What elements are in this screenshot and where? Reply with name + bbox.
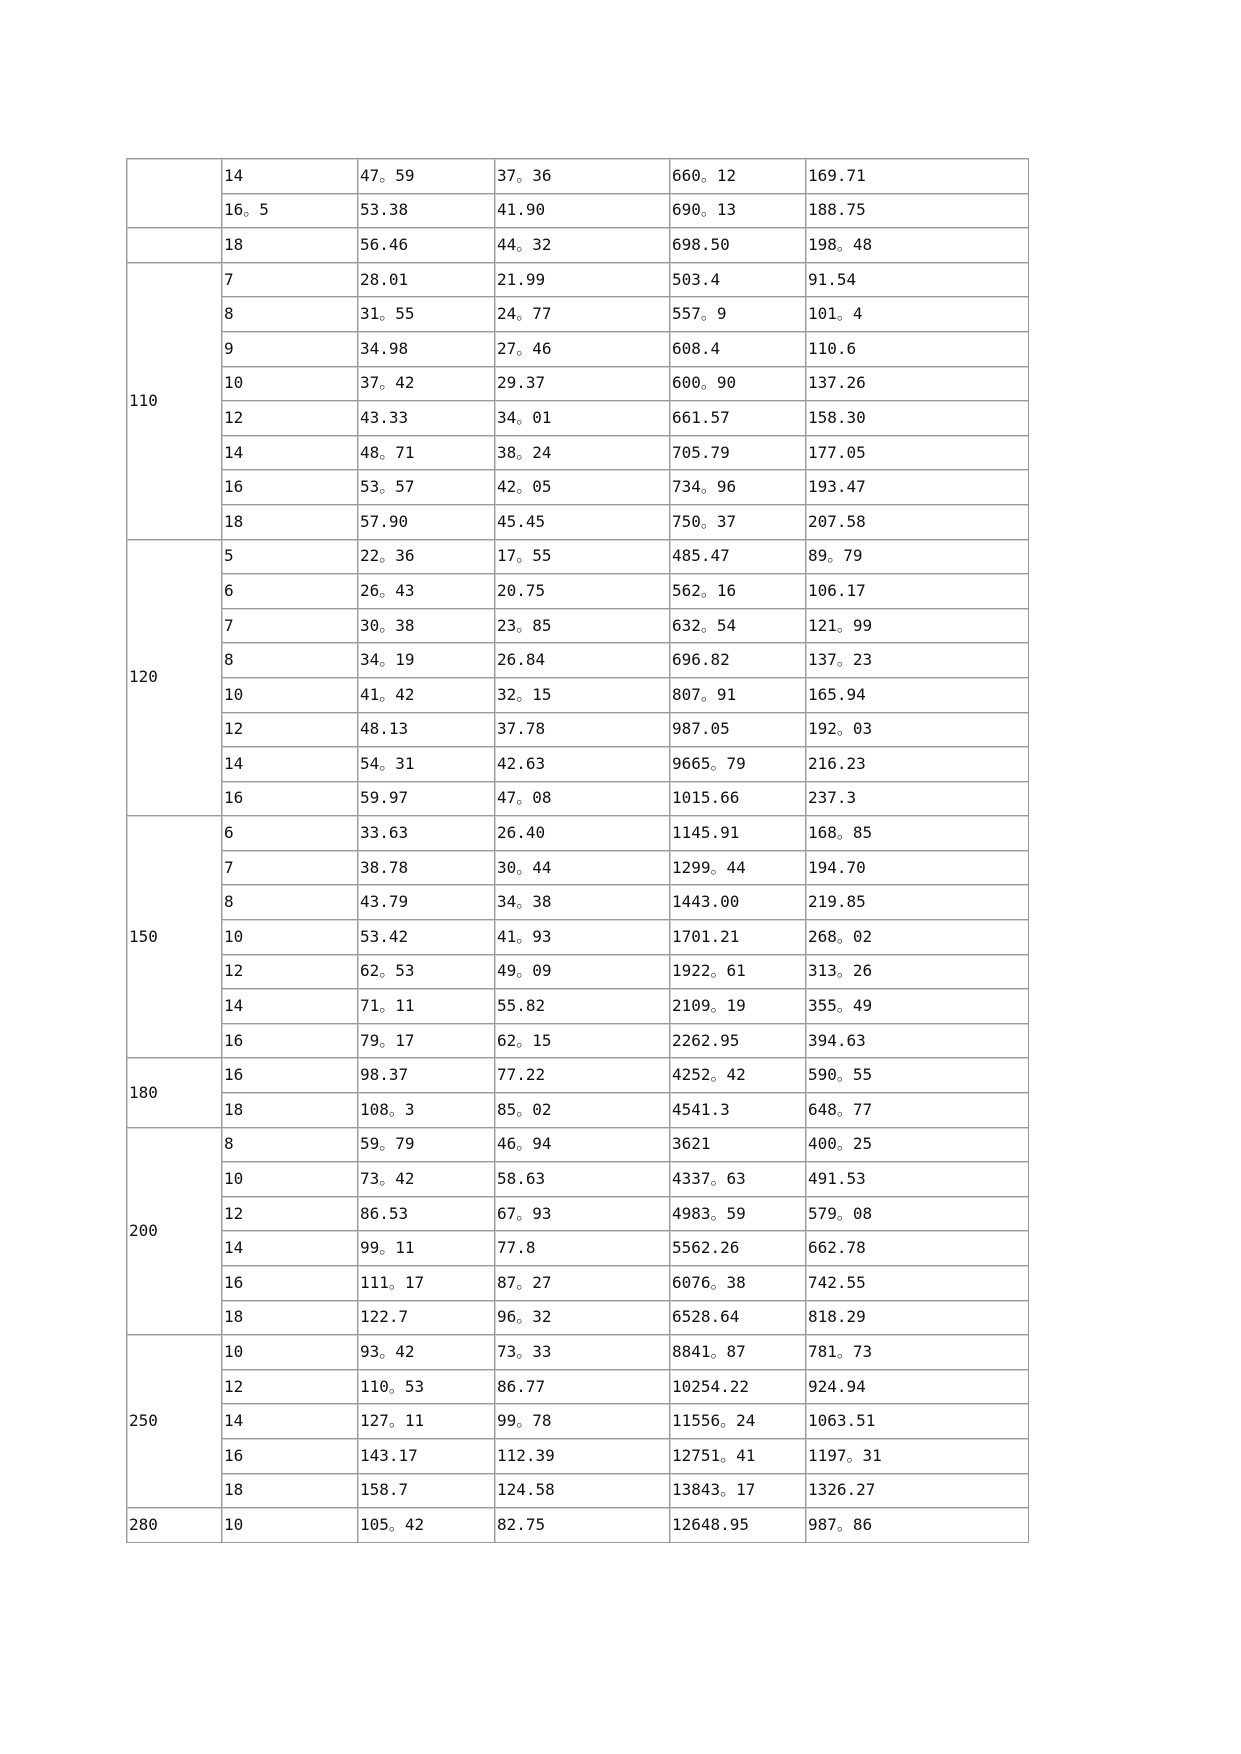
area-cell: 34.98 (358, 332, 495, 367)
outer-diameter-cell (126, 228, 222, 263)
modulus-cell: 106.17 (806, 574, 1029, 609)
wall-thickness-cell: 6 (222, 816, 358, 851)
modulus-cell: 1326.27 (806, 1474, 1029, 1509)
table-row (126, 1058, 1029, 1093)
modulus-cell: 101。4 (806, 297, 1029, 332)
weight-cell: 77.8 (495, 1231, 670, 1266)
inertia-cell: 12751。41 (670, 1439, 806, 1474)
modulus-cell: 194.70 (806, 851, 1029, 886)
table-row (126, 367, 1029, 402)
modulus-cell: 91.54 (806, 263, 1029, 298)
inertia-cell: 562。16 (670, 574, 806, 609)
weight-cell: 46。94 (495, 1128, 670, 1163)
table-row (126, 920, 1029, 955)
wall-thickness-cell: 14 (222, 989, 358, 1024)
outer-diameter-cell: 250 (126, 1335, 222, 1508)
wall-thickness-cell: 16 (222, 1058, 358, 1093)
weight-cell: 82.75 (495, 1508, 670, 1543)
area-cell: 41。42 (358, 678, 495, 713)
area-cell: 31。55 (358, 297, 495, 332)
inertia-cell: 6528.64 (670, 1301, 806, 1336)
outer-diameter-cell: 180 (126, 1058, 222, 1127)
outer-diameter-cell: 120 (126, 540, 222, 817)
modulus-cell: 313。26 (806, 955, 1029, 990)
modulus-cell: 198。48 (806, 228, 1029, 263)
modulus-cell: 648。77 (806, 1093, 1029, 1128)
modulus-cell: 491.53 (806, 1162, 1029, 1197)
outer-diameter-cell: 280 (126, 1508, 222, 1543)
weight-cell: 58.63 (495, 1162, 670, 1197)
modulus-cell: 355。49 (806, 989, 1029, 1024)
inertia-cell: 1701.21 (670, 920, 806, 955)
weight-cell: 41。93 (495, 920, 670, 955)
inertia-cell: 1299。44 (670, 851, 806, 886)
modulus-cell: 207.58 (806, 505, 1029, 540)
wall-thickness-cell: 10 (222, 1162, 358, 1197)
inertia-cell: 11556。24 (670, 1404, 806, 1439)
area-cell: 108。3 (358, 1093, 495, 1128)
inertia-cell: 2109。19 (670, 989, 806, 1024)
table-row (126, 470, 1029, 505)
modulus-cell: 742.55 (806, 1266, 1029, 1301)
area-cell: 30。38 (358, 609, 495, 644)
area-cell: 86.53 (358, 1197, 495, 1232)
weight-cell: 67。93 (495, 1197, 670, 1232)
wall-thickness-cell: 16 (222, 1266, 358, 1301)
wall-thickness-cell: 10 (222, 1508, 358, 1543)
weight-cell: 26.40 (495, 816, 670, 851)
area-cell: 71。11 (358, 989, 495, 1024)
table-row (126, 1197, 1029, 1232)
table-row (126, 1439, 1029, 1474)
modulus-cell: 137.26 (806, 367, 1029, 402)
wall-thickness-cell: 12 (222, 713, 358, 748)
table-row (126, 1162, 1029, 1197)
inertia-cell: 705.79 (670, 436, 806, 471)
weight-cell: 29.37 (495, 367, 670, 402)
inertia-cell: 734。96 (670, 470, 806, 505)
area-cell: 34。19 (358, 643, 495, 678)
modulus-cell: 137。23 (806, 643, 1029, 678)
table-row (126, 1266, 1029, 1301)
inertia-cell: 4252。42 (670, 1058, 806, 1093)
area-cell: 158.7 (358, 1474, 495, 1509)
area-cell: 47。59 (358, 158, 495, 194)
modulus-cell: 781。73 (806, 1335, 1029, 1370)
inertia-cell: 750。37 (670, 505, 806, 540)
inertia-cell: 8841。87 (670, 1335, 806, 1370)
inertia-cell: 4983。59 (670, 1197, 806, 1232)
area-cell: 73。42 (358, 1162, 495, 1197)
table-row (126, 436, 1029, 471)
inertia-cell: 485.47 (670, 540, 806, 575)
inertia-cell: 690。13 (670, 194, 806, 229)
modulus-cell: 110.6 (806, 332, 1029, 367)
modulus-cell: 924.94 (806, 1370, 1029, 1405)
wall-thickness-cell: 8 (222, 1128, 358, 1163)
wall-thickness-cell: 16 (222, 1024, 358, 1059)
inertia-cell: 608.4 (670, 332, 806, 367)
inertia-cell: 13843。17 (670, 1474, 806, 1509)
area-cell: 79。17 (358, 1024, 495, 1059)
inertia-cell: 10254.22 (670, 1370, 806, 1405)
weight-cell: 62。15 (495, 1024, 670, 1059)
table-row (126, 1404, 1029, 1439)
inertia-cell: 807。91 (670, 678, 806, 713)
wall-thickness-cell: 14 (222, 158, 358, 194)
table-row (126, 574, 1029, 609)
outer-diameter-cell: 150 (126, 816, 222, 1058)
table-row (126, 158, 1029, 194)
area-cell: 99。11 (358, 1231, 495, 1266)
table-row (126, 1335, 1029, 1370)
table-row (126, 609, 1029, 644)
area-cell: 110。53 (358, 1370, 495, 1405)
weight-cell: 37。36 (495, 158, 670, 194)
inertia-cell: 3621 (670, 1128, 806, 1163)
area-cell: 122.7 (358, 1301, 495, 1336)
weight-cell: 20.75 (495, 574, 670, 609)
weight-cell: 34。38 (495, 885, 670, 920)
modulus-cell: 590。55 (806, 1058, 1029, 1093)
inertia-cell: 661.57 (670, 401, 806, 436)
table-row (126, 643, 1029, 678)
weight-cell: 24。77 (495, 297, 670, 332)
wall-thickness-cell: 16。5 (222, 194, 358, 229)
modulus-cell: 121。99 (806, 609, 1029, 644)
table-row (126, 782, 1029, 817)
wall-thickness-cell: 9 (222, 332, 358, 367)
table-row (126, 1474, 1029, 1509)
weight-cell: 86.77 (495, 1370, 670, 1405)
area-cell: 59。79 (358, 1128, 495, 1163)
area-cell: 93。42 (358, 1335, 495, 1370)
modulus-cell: 192。03 (806, 713, 1029, 748)
inertia-cell: 600。90 (670, 367, 806, 402)
area-cell: 53。57 (358, 470, 495, 505)
table-row (126, 1301, 1029, 1336)
modulus-cell: 268。02 (806, 920, 1029, 955)
modulus-cell: 1197。31 (806, 1439, 1029, 1474)
weight-cell: 85。02 (495, 1093, 670, 1128)
weight-cell: 49。09 (495, 955, 670, 990)
area-cell: 143.17 (358, 1439, 495, 1474)
wall-thickness-cell: 10 (222, 678, 358, 713)
modulus-cell: 193.47 (806, 470, 1029, 505)
wall-thickness-cell: 14 (222, 747, 358, 782)
inertia-cell: 696.82 (670, 643, 806, 678)
table-row (126, 540, 1029, 575)
area-cell: 48.13 (358, 713, 495, 748)
area-cell: 57.90 (358, 505, 495, 540)
weight-cell: 27。46 (495, 332, 670, 367)
area-cell: 59.97 (358, 782, 495, 817)
wall-thickness-cell: 6 (222, 574, 358, 609)
weight-cell: 45.45 (495, 505, 670, 540)
wall-thickness-cell: 7 (222, 609, 358, 644)
table-row (126, 1231, 1029, 1266)
table-row (126, 505, 1029, 540)
wall-thickness-cell: 8 (222, 643, 358, 678)
table-row (126, 194, 1029, 229)
weight-cell: 30。44 (495, 851, 670, 886)
weight-cell: 99。78 (495, 1404, 670, 1439)
weight-cell: 73。33 (495, 1335, 670, 1370)
area-cell: 127。11 (358, 1404, 495, 1439)
inertia-cell: 1145.91 (670, 816, 806, 851)
inertia-cell: 9665。79 (670, 747, 806, 782)
inertia-cell: 6076。38 (670, 1266, 806, 1301)
inertia-cell: 660。12 (670, 158, 806, 194)
weight-cell: 47。08 (495, 782, 670, 817)
wall-thickness-cell: 18 (222, 1301, 358, 1336)
table-row (126, 747, 1029, 782)
modulus-cell: 177.05 (806, 436, 1029, 471)
table-row (126, 332, 1029, 367)
weight-cell: 124.58 (495, 1474, 670, 1509)
inertia-cell: 698.50 (670, 228, 806, 263)
table-row (126, 816, 1029, 851)
table-row (126, 1093, 1029, 1128)
table-row (126, 297, 1029, 332)
wall-thickness-cell: 7 (222, 263, 358, 298)
wall-thickness-cell: 7 (222, 851, 358, 886)
modulus-cell: 219.85 (806, 885, 1029, 920)
weight-cell: 42.63 (495, 747, 670, 782)
wall-thickness-cell: 14 (222, 1404, 358, 1439)
weight-cell: 21.99 (495, 263, 670, 298)
inertia-cell: 1922。61 (670, 955, 806, 990)
wall-thickness-cell: 12 (222, 1370, 358, 1405)
wall-thickness-cell: 14 (222, 1231, 358, 1266)
weight-cell: 26.84 (495, 643, 670, 678)
inertia-cell: 632。54 (670, 609, 806, 644)
wall-thickness-cell: 10 (222, 1335, 358, 1370)
table-row (126, 263, 1029, 298)
modulus-cell: 662.78 (806, 1231, 1029, 1266)
area-cell: 38.78 (358, 851, 495, 886)
modulus-cell: 237.3 (806, 782, 1029, 817)
modulus-cell: 89。79 (806, 540, 1029, 575)
wall-thickness-cell: 16 (222, 470, 358, 505)
inertia-cell: 2262.95 (670, 1024, 806, 1059)
inertia-cell: 503.4 (670, 263, 806, 298)
table-row (126, 1370, 1029, 1405)
area-cell: 53.38 (358, 194, 495, 229)
modulus-cell: 169.71 (806, 158, 1029, 194)
table-row (126, 955, 1029, 990)
table-row (126, 228, 1029, 263)
inertia-cell: 4541.3 (670, 1093, 806, 1128)
wall-thickness-cell: 8 (222, 885, 358, 920)
area-cell: 33.63 (358, 816, 495, 851)
table-row (126, 1128, 1029, 1163)
wall-thickness-cell: 5 (222, 540, 358, 575)
wall-thickness-cell: 18 (222, 1474, 358, 1509)
area-cell: 98.37 (358, 1058, 495, 1093)
inertia-cell: 4337。63 (670, 1162, 806, 1197)
table-row (126, 713, 1029, 748)
area-cell: 48。71 (358, 436, 495, 471)
modulus-cell: 165.94 (806, 678, 1029, 713)
table-row (126, 989, 1029, 1024)
area-cell: 54。31 (358, 747, 495, 782)
steel-pipe-table (126, 158, 1029, 1543)
wall-thickness-cell: 10 (222, 367, 358, 402)
weight-cell: 96。32 (495, 1301, 670, 1336)
area-cell: 62。53 (358, 955, 495, 990)
modulus-cell: 987。86 (806, 1508, 1029, 1543)
modulus-cell: 1063.51 (806, 1404, 1029, 1439)
modulus-cell: 400。25 (806, 1128, 1029, 1163)
inertia-cell: 12648.95 (670, 1508, 806, 1543)
weight-cell: 32。15 (495, 678, 670, 713)
modulus-cell: 216.23 (806, 747, 1029, 782)
wall-thickness-cell: 18 (222, 228, 358, 263)
wall-thickness-cell: 8 (222, 297, 358, 332)
modulus-cell: 579。08 (806, 1197, 1029, 1232)
weight-cell: 44。32 (495, 228, 670, 263)
modulus-cell: 158.30 (806, 401, 1029, 436)
weight-cell: 112.39 (495, 1439, 670, 1474)
weight-cell: 37.78 (495, 713, 670, 748)
wall-thickness-cell: 12 (222, 401, 358, 436)
area-cell: 28.01 (358, 263, 495, 298)
weight-cell: 55.82 (495, 989, 670, 1024)
weight-cell: 23。85 (495, 609, 670, 644)
weight-cell: 77.22 (495, 1058, 670, 1093)
wall-thickness-cell: 10 (222, 920, 358, 955)
outer-diameter-cell: 200 (126, 1128, 222, 1336)
area-cell: 22。36 (358, 540, 495, 575)
inertia-cell: 557。9 (670, 297, 806, 332)
area-cell: 37。42 (358, 367, 495, 402)
area-cell: 43.33 (358, 401, 495, 436)
weight-cell: 87。27 (495, 1266, 670, 1301)
inertia-cell: 5562.26 (670, 1231, 806, 1266)
outer-diameter-cell: 110 (126, 263, 222, 540)
outer-diameter-cell (126, 158, 222, 228)
table-row (126, 851, 1029, 886)
table-row (126, 401, 1029, 436)
table-row (126, 1508, 1029, 1543)
wall-thickness-cell: 16 (222, 782, 358, 817)
weight-cell: 41.90 (495, 194, 670, 229)
area-cell: 56.46 (358, 228, 495, 263)
inertia-cell: 987.05 (670, 713, 806, 748)
wall-thickness-cell: 14 (222, 436, 358, 471)
inertia-cell: 1443.00 (670, 885, 806, 920)
table-row (126, 1024, 1029, 1059)
area-cell: 105。42 (358, 1508, 495, 1543)
weight-cell: 38。24 (495, 436, 670, 471)
table-row (126, 885, 1029, 920)
wall-thickness-cell: 18 (222, 1093, 358, 1128)
weight-cell: 42。05 (495, 470, 670, 505)
wall-thickness-cell: 16 (222, 1439, 358, 1474)
weight-cell: 17。55 (495, 540, 670, 575)
wall-thickness-cell: 12 (222, 1197, 358, 1232)
weight-cell: 34。01 (495, 401, 670, 436)
area-cell: 26。43 (358, 574, 495, 609)
modulus-cell: 394.63 (806, 1024, 1029, 1059)
area-cell: 43.79 (358, 885, 495, 920)
table-row (126, 678, 1029, 713)
inertia-cell: 1015.66 (670, 782, 806, 817)
wall-thickness-cell: 12 (222, 955, 358, 990)
wall-thickness-cell: 18 (222, 505, 358, 540)
area-cell: 111。17 (358, 1266, 495, 1301)
modulus-cell: 188.75 (806, 194, 1029, 229)
area-cell: 53.42 (358, 920, 495, 955)
modulus-cell: 818.29 (806, 1301, 1029, 1336)
modulus-cell: 168。85 (806, 816, 1029, 851)
